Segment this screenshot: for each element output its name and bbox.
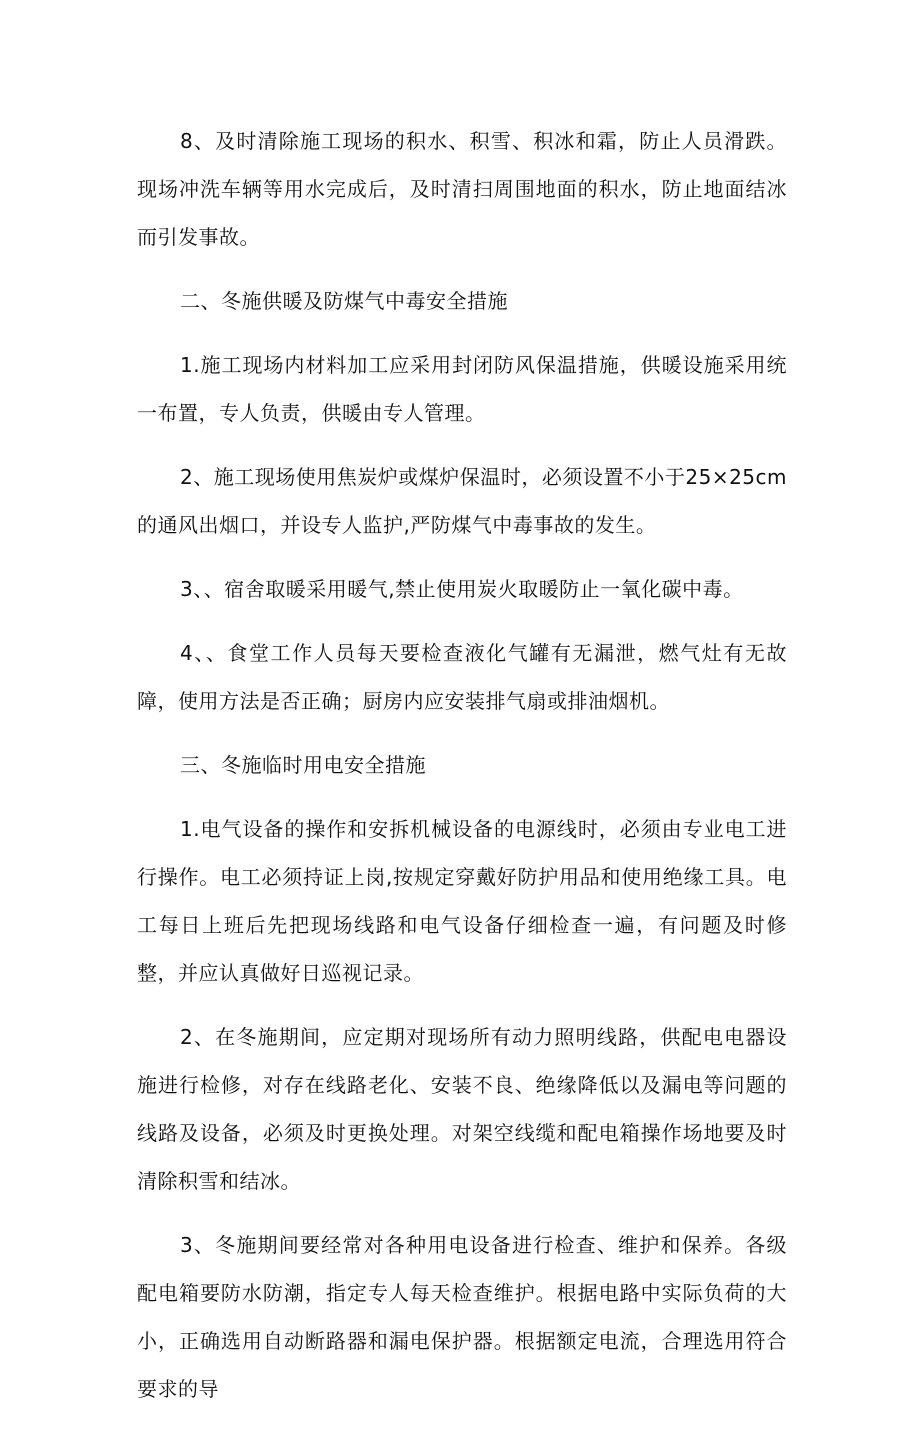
paragraph-electric-2: 2、在冬施期间，应定期对现场所有动力照明线路，供配电电器设施进行检修，对存在线路老化、安装不良、绝缘降低以及漏电等问题的线路及设备，必须及时更换处理。对架空线缆和配电箱操作场地要及时清除积雪和结冰。 <box>137 1025 787 1193</box>
paragraph-heating-4: 4、、食堂工作人员每天要检查液化气罐有无漏泄，燃气灶有无故障，使用方法是否正确；厨房内应安装排气扇或排油烟机。 <box>137 641 787 713</box>
section-heading-electric: 三、冬施临时用电安全措施 <box>180 753 426 777</box>
paragraph-electric-3: 3、冬施期间要经常对各种用电设备进行检查、维护和保养。各级配电箱要防水防潮，指定专人每天检查维护。根据电路中实际负荷的大小，正确选用自动断路器和漏电保护器。根据额定电流，合理选用符合要求的导 <box>137 1233 787 1401</box>
paragraph-item-8: 8、及时清除施工现场的积水、积雪、积冰和霜，防止人员滑跌。现场冲洗车辆等用水完成后，及时清扫周围地面的积水，防止地面结冰而引发事故。 <box>137 129 787 249</box>
paragraph-heating-3: 3、、宿舍取暖采用暖气,禁止使用炭火取暖防止一氧化碳中毒。 <box>180 577 744 601</box>
document-body <box>137 117 787 1429</box>
paragraph-electric-1: 1.电气设备的操作和安拆机械设备的电源线时，必须由专业电工进行操作。电工必须持证上岗,按规定穿戴好防护用品和使用绝缘工具。电工每日上班后先把现场线路和电气设备仔细检查一遍，有问题及时修整，并应认真做好日巡视记录。 <box>137 817 787 985</box>
paragraph-heating-1: 1.施工现场内材料加工应采用封闭防风保温措施，供暖设施采用统一布置，专人负责，供暖由专人管理。 <box>137 353 787 425</box>
paragraph-heating-2: 2、施工现场使用焦炭炉或煤炉保温时，必须设置不小于25×25cm的通风出烟口，并设专人监护,严防煤气中毒事故的发生。 <box>137 465 787 537</box>
section-heading-heating: 二、冬施供暖及防煤气中毒安全措施 <box>180 289 508 313</box>
